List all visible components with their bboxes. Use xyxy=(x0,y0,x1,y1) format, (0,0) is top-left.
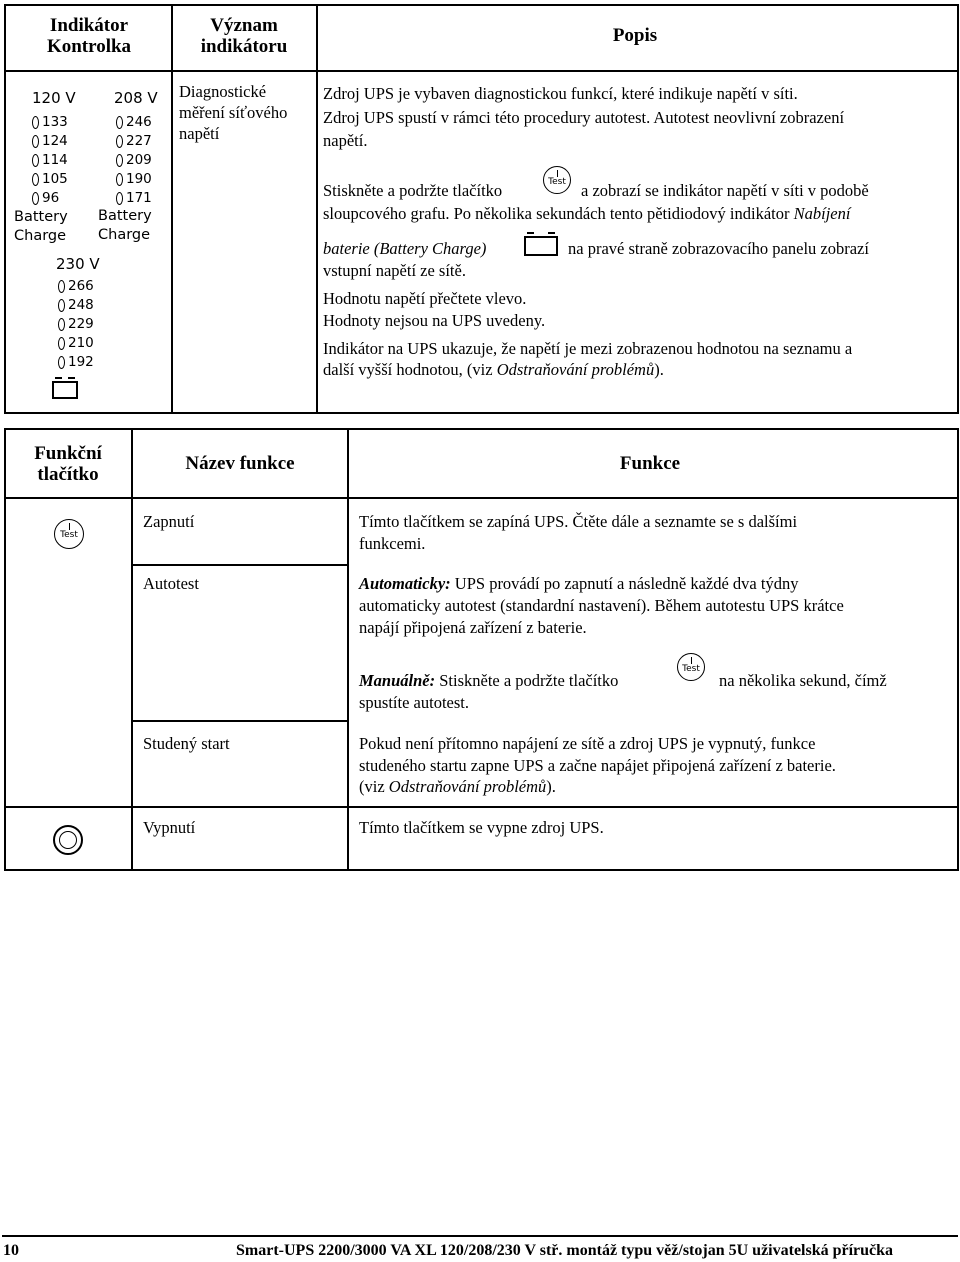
function-zapnuti-l2: funkcemi. xyxy=(359,534,426,553)
function-autotest-auto-l2: automaticky autotest (standardní nastavení). Během autotestu UPS krátce xyxy=(359,596,844,615)
led-120-105: 105 xyxy=(32,171,68,187)
led-icon xyxy=(58,299,65,312)
meaning-text: Diagnostické měření síťového napětí xyxy=(179,82,288,143)
label-120v: 120 V xyxy=(32,89,76,107)
led-icon xyxy=(116,192,123,205)
led-230-266: 266 xyxy=(58,278,94,294)
desc-p5-l1: Indikátor na UPS ukazuje, že napětí je mezi zobrazenou hodnotou na seznamu a xyxy=(323,339,853,358)
battery-charge-label-right: Battery Charge xyxy=(98,208,152,243)
led-icon xyxy=(58,318,65,331)
led-icon xyxy=(32,154,39,167)
led-120-114: 114 xyxy=(32,152,68,168)
off-button-inner-icon xyxy=(59,831,77,849)
desc-p3: Hodnotu napětí přečtete vlevo. xyxy=(323,289,527,308)
led-120-133: 133 xyxy=(32,114,68,130)
led-icon xyxy=(116,154,123,167)
desc-p2-l3a: baterie (Battery Charge) xyxy=(323,239,487,258)
led-208-227: 227 xyxy=(116,133,152,149)
desc-p2-a: Stiskněte a podržte tlačítko xyxy=(323,181,503,200)
led-208-190: 190 xyxy=(116,171,152,187)
led-icon xyxy=(32,135,39,148)
led-208-209: 209 xyxy=(116,152,152,168)
label-230v: 230 V xyxy=(56,255,100,273)
led-230-248: 248 xyxy=(58,297,94,313)
led-icon xyxy=(58,356,65,369)
function-studeny-l3: (viz Odstraňování problémů). xyxy=(359,777,556,796)
desc-p2-l3b: na pravé straně zobrazovacího panelu zobrazí xyxy=(568,239,869,258)
header-funkce: Funkce xyxy=(619,453,681,474)
test-button-icon: Test xyxy=(54,519,84,549)
desc-p1-l3: napětí. xyxy=(323,131,368,150)
desc-p1-l1: Zdroj UPS je vybaven diagnostickou funkcí, které indikuje napětí v síti. xyxy=(323,84,798,103)
desc-p2-l4: vstupní napětí ze sítě. xyxy=(323,261,466,280)
test-button-icon: Test xyxy=(677,653,705,681)
battery-charge-label-left: Battery Charge xyxy=(14,209,68,244)
desc-p1-l2: Zdroj UPS spustí v rámci této procedury autotest. Autotest neovlivní zobrazení xyxy=(323,108,845,127)
led-icon xyxy=(116,173,123,186)
led-icon xyxy=(116,116,123,129)
function-autotest-man-l2: spustíte autotest. xyxy=(359,693,469,712)
led-208-171: 171 xyxy=(116,190,152,206)
led-208-246: 246 xyxy=(116,114,152,130)
function-autotest-man-b: na několika sekund, čímž xyxy=(719,671,887,690)
header-funkcni-tlacitko: Funkční tlačítko xyxy=(34,443,102,485)
off-button-icon xyxy=(53,825,83,855)
function-studeny-l1: Pokud není přítomno napájení ze sítě a zdroj UPS je vypnutý, funkce xyxy=(359,734,816,753)
header-indikator: Indikátor Kontrolka xyxy=(46,15,132,57)
function-name-studeny-start: Studený start xyxy=(143,734,230,753)
desc-p4: Hodnoty nejsou na UPS uvedeny. xyxy=(323,311,546,330)
led-230-210: 210 xyxy=(58,335,94,351)
function-name-vypnuti: Vypnutí xyxy=(143,818,196,837)
led-120-96: 96 xyxy=(32,190,59,206)
desc-p5-l2: další vyšší hodnotou, (viz Odstraňování problémů). xyxy=(323,360,664,379)
function-autotest-auto-l1: Automaticky: UPS provádí po zapnutí a následně každé dva týdny xyxy=(359,574,799,593)
battery-icon xyxy=(524,236,558,256)
header-vyznam: Význam indikátoru xyxy=(200,15,288,57)
led-icon xyxy=(32,173,39,186)
function-studeny-l2: studeného startu zapne UPS a začne napájet připojená zařízení z baterie. xyxy=(359,756,836,775)
function-vypnuti-l1: Tímto tlačítkem se vypne zdroj UPS. xyxy=(359,818,604,837)
footer-rule xyxy=(2,1235,958,1237)
function-autotest-man-l1: Manuálně: Stiskněte a podržte tlačítko xyxy=(359,671,619,690)
led-120-124: 124 xyxy=(32,133,68,149)
label-208v: 208 V xyxy=(114,89,158,107)
battery-icon xyxy=(52,381,78,399)
function-zapnuti-l1: Tímto tlačítkem se zapíná UPS. Čtěte dále a seznamte se s dalšími xyxy=(359,512,798,531)
desc-p2-b: a zobrazí se indikátor napětí v síti v podobě xyxy=(581,181,869,200)
led-icon xyxy=(116,135,123,148)
test-button-icon: Test xyxy=(543,166,571,194)
led-icon xyxy=(58,280,65,293)
led-230-192: 192 xyxy=(58,354,94,370)
footer-title: Smart-UPS 2200/3000 VA XL 120/208/230 V stř. montáž typu věž/stojan 5U uživatelská příručka xyxy=(236,1242,894,1259)
page-number: 10 xyxy=(3,1242,19,1259)
header-nazev-funkce: Název funkce xyxy=(185,453,295,474)
desc-p2-l2: sloupcového grafu. Po několika sekundách tento pětidiodový indikátor Nabíjení xyxy=(323,204,851,223)
led-icon xyxy=(32,192,39,205)
function-autotest-auto-l3: napájí připojená zařízení z baterie. xyxy=(359,618,587,637)
led-230-229: 229 xyxy=(58,316,94,332)
function-name-zapnuti: Zapnutí xyxy=(143,512,195,531)
header-popis: Popis xyxy=(612,25,658,46)
function-name-autotest: Autotest xyxy=(143,574,199,593)
led-icon xyxy=(58,337,65,350)
led-icon xyxy=(32,116,39,129)
